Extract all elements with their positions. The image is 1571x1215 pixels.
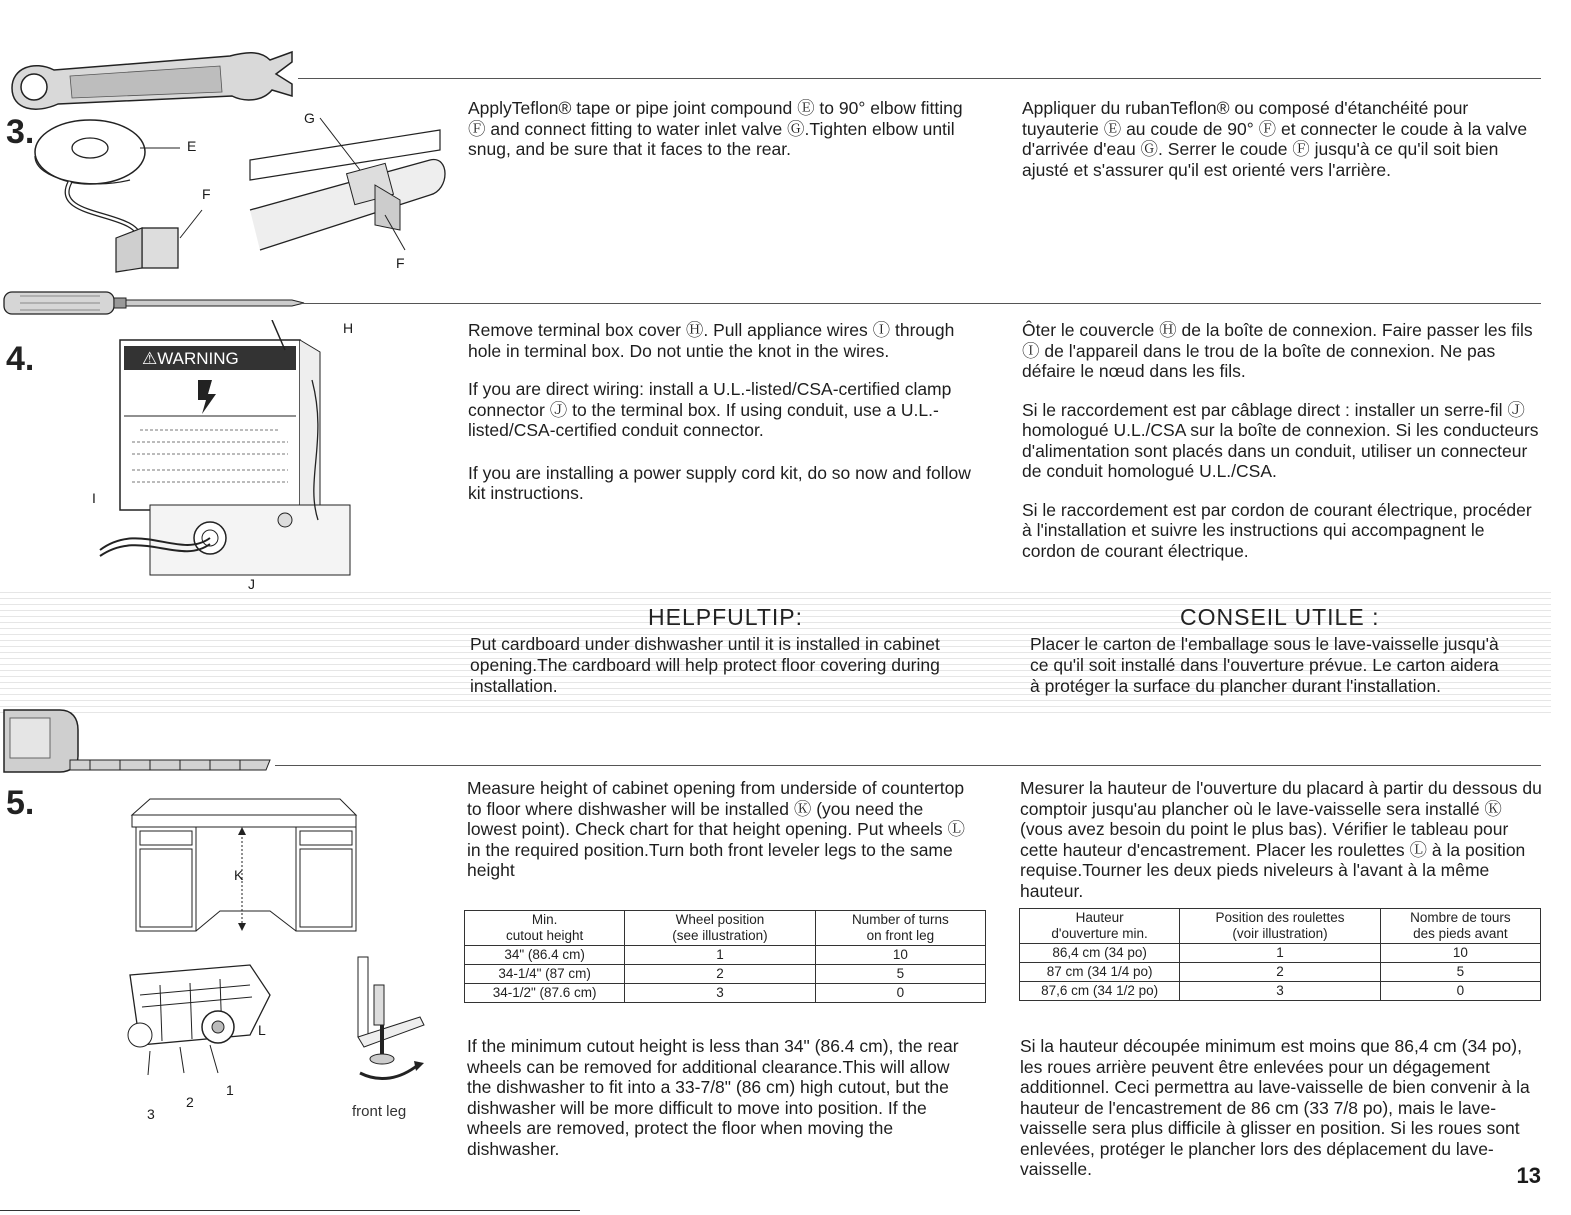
step4-fr-para-1: Ôter le couvercle Ⓗ de la boîte de connexion. Faire passer les fils Ⓘ de l'appareil dans le trou de la boîte de connexion. Ne pas défaire le nœud dans les fils. (1022, 320, 1533, 381)
step3-text-fr: Appliquer du rubanTeflon® ou composé d'étanchéité pour tuyauterie Ⓔ au coude de 90° Ⓕ et connecter le coude à la valve d'arrivée d'eau Ⓖ. Serrer le coude Ⓕ jusqu'à ce qu'il soit bien ajusté et s'assurer qu'il est orienté vers l'arrière. (1022, 98, 1528, 180)
table-cell: 10 (1380, 944, 1540, 963)
step4-fr-para-3: Si le raccordement est par cordon de courant électrique, procéder à l'installation et suivre les instructions qui accompagnent le cordon de courant électrique. (1022, 499, 1532, 561)
table-row (1020, 963, 1541, 982)
callout-i: I (92, 490, 96, 506)
step4-text-en (468, 320, 978, 522)
wheel-label-3: 3 (147, 1106, 155, 1122)
table-header: Min. cutout height (465, 911, 625, 946)
cabinet-opening-illustration (130, 795, 360, 945)
step4-en-para-2: If you are direct wiring: install a U.L.-listed/CSA-certified clamp connector Ⓙ to the terminal box. If using conduit, use a U.L.-listed/CSA-certified conduit connector. (468, 379, 952, 440)
step-number-5: 5. (6, 784, 35, 822)
step5-after-en: If the minimum cutout height is less than 34" (86.4 cm), the rear wheels can be removed for additional clearance.This will allow the dishwasher to fit into a 33-7/8" (86 cm) high cutout, but the dishwasher will be more difficult to move into position. If the wheels are removed, protect the floor when moving the dishwasher. (467, 1036, 959, 1159)
table-cell: 1 (1180, 944, 1381, 963)
callout-e: E (187, 138, 197, 154)
table-cell: 0 (1380, 982, 1540, 1001)
table-header: Nombre de tours des pieds avant (1380, 909, 1540, 944)
step4-en-para-1: Remove terminal box cover Ⓗ. Pull appliance wires Ⓘ through hole in terminal box. Do not untie the knot in the wires. (468, 320, 955, 361)
tip-text-fr: Placer le carton de l'emballage sous le lave-vaisselle jusqu'à ce qu'il soit installé dans l'ouverture prévue. Le carton aidera à protéger la surface du plancher durant l'installation. (1030, 634, 1499, 696)
table-cell: 2 (1180, 963, 1381, 982)
table-row (1020, 982, 1541, 1001)
step5-text-fr: Mesurer la hauteur de l'ouverture du placard à partir du dessous du comptoir jusqu'au plancher où le lave-vaisselle sera installé Ⓚ (vous avez besoin du point le plus bas). Vérifier le tableau pour cette hauteur d'encastrement. Placer les roulettes Ⓛ à la position requise.Tourner les deux pieds niveleurs à l'avant à la même hauteur. (1020, 778, 1542, 901)
table-cell: 5 (1380, 963, 1540, 982)
callout-g: G (304, 110, 315, 126)
table-cell: 3 (1180, 982, 1381, 1001)
table-header: Hauteur d'ouverture min. (1020, 909, 1180, 944)
step-number: 3. (6, 113, 35, 151)
section-divider-4 (300, 303, 1541, 304)
table-cell: 34-1/4" (87 cm) (465, 965, 625, 984)
teflon-tape-illustration (30, 110, 240, 300)
tip-title-fr: CONSEIL UTILE : (1180, 604, 1380, 630)
cutout-height-table-en (464, 910, 986, 1003)
front-leg-caption: front leg (352, 1103, 407, 1120)
table-cell: 87,6 cm (34 1/2 po) (1020, 982, 1180, 1001)
cutout-height-table-fr (1019, 908, 1541, 1001)
table-cell: 87 cm (34 1/4 po) (1020, 963, 1180, 982)
valve-wrench-illustration (240, 100, 450, 270)
table-cell: 3 (625, 984, 815, 1003)
table-row (1020, 944, 1541, 963)
warning-label: ⚠WARNING (142, 349, 239, 368)
section-divider-3 (298, 78, 1541, 79)
step4-text-fr (1022, 320, 1542, 579)
step4-fr-para-2: Si le raccordement est par câblage direct : installer un serre-fil Ⓙ homologué U.L./CSA sur la boîte de connexion. Si les conducteurs d'alimentation sont placés dans un conduit, utiliser un connecteur de conduit homologué U.L./CSA. (1022, 399, 1539, 481)
page-number: 13 (1516, 1163, 1541, 1188)
screwdriver-icon (0, 288, 310, 318)
step5-text-en: Measure height of cabinet opening from underside of countertop to floor where dishwasher will be installed Ⓚ (you need the lowest point). Check chart for that height opening. Put wheels Ⓛ in the required position.Turn both front leveler legs to the same height (467, 778, 966, 880)
front-leg-illustration (340, 955, 430, 1090)
table-cell: 86,4 cm (34 po) (1020, 944, 1180, 963)
table-row (465, 946, 986, 965)
callout-j: J (248, 576, 255, 592)
callout-k: K (234, 867, 244, 883)
step-number-4: 4. (6, 340, 35, 378)
callout-l: L (258, 1022, 266, 1038)
step3-text-en: ApplyTeflon® tape or pipe joint compound Ⓔ to 90° elbow fitting Ⓕ and connect fitting to water inlet valve Ⓖ.Tighten elbow until snug, and be sure that it faces to the rear. (468, 98, 963, 159)
wheel-label-1: 1 (226, 1082, 234, 1098)
step5-after-fr: Si la hauteur découpée minimum est moins que 86,4 cm (34 po), les roues arrière peuvent être enlevées pour un dégagement additionnel. Ceci permettra au lave-vaisselle de bien convenir à la hauteur de l'encastrement de 86 cm (33 7/8 po), mais le lave-vaisselle sera plus difficile à glisser en position. Si les roues sont enlevées, protéger le plancher lors des déplacement du lave-vaisselle. (1020, 1036, 1530, 1179)
table-cell: 34" (86.4 cm) (465, 946, 625, 965)
table-cell: 34-1/2" (87.6 cm) (465, 984, 625, 1003)
footer-rule (0, 1210, 580, 1211)
tip-text-en: Put cardboard under dishwasher until it is installed in cabinet opening.The cardboard will help protect floor covering during installation. (470, 634, 940, 696)
step4-en-para-3: If you are installing a power supply cord kit, do so now and follow kit instructions. (468, 462, 971, 503)
table-header: Wheel position (see illustration) (625, 911, 815, 946)
table-cell: 10 (815, 946, 985, 965)
section-divider-5 (275, 765, 1541, 766)
table-header: Number of turns on front leg (815, 911, 985, 946)
table-row (465, 965, 986, 984)
table-header: Position des roulettes (voir illustration) (1180, 909, 1381, 944)
callout-f-2: F (396, 255, 405, 271)
table-cell: 2 (625, 965, 815, 984)
tip-title-en: HELPFULTIP: (648, 604, 803, 630)
wheel-position-illustration (110, 955, 290, 1085)
callout-h: H (343, 320, 354, 336)
terminal-box-illustration (80, 320, 380, 590)
callout-f: F (202, 186, 211, 202)
table-cell: 5 (815, 965, 985, 984)
tape-measure-icon (0, 700, 280, 780)
table-cell: 0 (815, 984, 985, 1003)
table-cell: 1 (625, 946, 815, 965)
table-row (465, 984, 986, 1003)
wheel-label-2: 2 (186, 1094, 194, 1110)
